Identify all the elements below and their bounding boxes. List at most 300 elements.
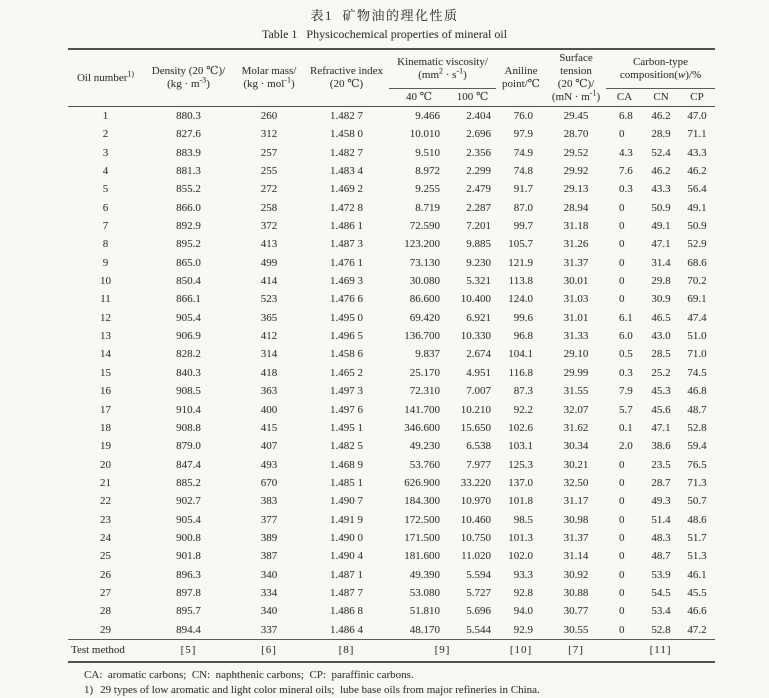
cell-viscosity-100: 7.007 bbox=[466, 385, 492, 398]
cell-molar-mass: 372 bbox=[260, 220, 278, 233]
table-title-english: Table 1 Physicochemical properties of mineral oil bbox=[261, 27, 508, 41]
cell-aniline-point: 87.3 bbox=[513, 385, 534, 398]
cell-ca: 0 bbox=[619, 550, 625, 563]
cell-viscosity-100: 2.674 bbox=[466, 348, 492, 361]
cell-cn: 30.9 bbox=[651, 293, 671, 306]
cell-molar-mass: 415 bbox=[260, 421, 278, 434]
cell-surface-tension: 28.70 bbox=[563, 128, 589, 141]
cell-viscosity-100: 10.330 bbox=[460, 330, 492, 343]
cell-cp: 46.2 bbox=[687, 165, 707, 178]
cell-aniline-point: 105.7 bbox=[508, 238, 534, 251]
table-row bbox=[68, 217, 715, 235]
cell-ca: 0 bbox=[619, 458, 625, 471]
cell-oil-number: 17 bbox=[100, 403, 111, 416]
col-header-aniline-point bbox=[496, 49, 546, 107]
cell-aniline-point: 101.8 bbox=[508, 495, 534, 508]
cell-cn: 51.4 bbox=[651, 513, 671, 526]
cell-cn: 45.6 bbox=[651, 403, 671, 416]
cell-aniline-point: 102.6 bbox=[508, 421, 534, 434]
cell-refractive-index: 1.482 7 bbox=[330, 110, 363, 122]
cell-oil-number: 27 bbox=[100, 586, 111, 599]
cell-aniline-point: 74.8 bbox=[513, 165, 534, 178]
surface-tension-label: Surface tension bbox=[559, 52, 593, 77]
cell-viscosity-100: 10.970 bbox=[460, 495, 492, 508]
cell-cn: 52.8 bbox=[651, 623, 671, 636]
cell-molar-mass: 258 bbox=[260, 201, 278, 214]
cell-viscosity-40: 10.010 bbox=[409, 128, 440, 141]
cell-surface-tension: 28.94 bbox=[563, 201, 589, 214]
cell-density: 895.7 bbox=[176, 605, 201, 618]
col-header-viscosity-100: 100 ℃ bbox=[449, 88, 496, 106]
cell-refractive-index: 1.483 4 bbox=[330, 165, 363, 178]
table-row bbox=[68, 107, 715, 126]
cell-molar-mass: 334 bbox=[260, 586, 278, 599]
cell-refractive-index: 1.458 6 bbox=[330, 348, 363, 361]
cell-cp: 46.8 bbox=[687, 385, 707, 398]
cell-cn: 45.3 bbox=[651, 385, 671, 398]
cell-refractive-index: 1.486 1 bbox=[330, 220, 363, 233]
cell-surface-tension: 31.18 bbox=[563, 220, 589, 233]
cell-surface-tension: 30.55 bbox=[563, 623, 589, 636]
cell-ca: 0 bbox=[619, 605, 625, 618]
cell-refractive-index: 1.490 0 bbox=[330, 531, 363, 544]
cell-ca: 0 bbox=[619, 531, 625, 544]
cell-cp: 50.9 bbox=[687, 220, 707, 233]
cell-surface-tension: 31.37 bbox=[563, 531, 589, 544]
cell-viscosity-100: 33.220 bbox=[460, 476, 492, 489]
table-row bbox=[68, 345, 715, 363]
cell-cp: 52.9 bbox=[687, 238, 707, 251]
molar-mass-label: Molar mass/ bbox=[241, 65, 297, 77]
cell-viscosity-100: 5.727 bbox=[466, 586, 492, 599]
cell-density: 892.9 bbox=[176, 220, 201, 233]
cell-molar-mass: 670 bbox=[260, 476, 278, 489]
cell-cp: 71.0 bbox=[687, 348, 707, 361]
cell-viscosity-40: 136.700 bbox=[404, 330, 440, 343]
cell-oil-number: 26 bbox=[100, 568, 111, 581]
cell-viscosity-100: 6.921 bbox=[466, 311, 492, 324]
cell-molar-mass: 414 bbox=[260, 275, 278, 288]
table-row bbox=[68, 511, 715, 529]
cell-cp: 46.6 bbox=[687, 605, 707, 618]
table-row bbox=[68, 290, 715, 308]
test-method-reference: [11] bbox=[606, 639, 715, 662]
cell-ca: 0 bbox=[619, 586, 625, 599]
cell-aniline-point: 137.0 bbox=[508, 476, 534, 489]
cell-cn: 38.6 bbox=[651, 440, 671, 453]
cell-viscosity-100: 11.020 bbox=[461, 550, 492, 563]
molar-mass-unit: (kg · mol$^{-1}$) bbox=[243, 75, 295, 90]
cell-oil-number: 25 bbox=[100, 550, 111, 563]
table-row bbox=[68, 199, 715, 217]
cell-viscosity-100: 10.750 bbox=[460, 531, 492, 544]
aniline-unit: point/℃ bbox=[502, 78, 540, 90]
header-row-groups bbox=[68, 49, 715, 88]
cell-cp: 43.3 bbox=[687, 146, 707, 159]
cell-refractive-index: 1.469 3 bbox=[330, 275, 363, 288]
cell-viscosity-40: 181.600 bbox=[404, 550, 440, 563]
table-row bbox=[68, 235, 715, 253]
cell-cp: 49.1 bbox=[687, 201, 707, 214]
cell-density: 850.4 bbox=[176, 275, 201, 288]
density-label: Density (20 ℃)/ bbox=[151, 65, 226, 77]
cell-cn: 47.1 bbox=[651, 421, 671, 434]
cell-oil-number: 13 bbox=[100, 330, 111, 343]
cell-aniline-point: 121.9 bbox=[508, 256, 534, 269]
cell-viscosity-40: 25.170 bbox=[409, 366, 440, 379]
cell-cp: 76.5 bbox=[687, 458, 707, 471]
cell-refractive-index: 1.486 4 bbox=[330, 623, 363, 636]
cell-cn: 50.9 bbox=[651, 201, 671, 214]
cell-viscosity-40: 626.900 bbox=[404, 476, 440, 489]
cell-aniline-point: 101.3 bbox=[508, 531, 534, 544]
cell-aniline-point: 113.8 bbox=[508, 275, 534, 288]
cell-viscosity-40: 86.600 bbox=[409, 293, 440, 306]
cell-viscosity-100: 4.951 bbox=[466, 366, 492, 379]
cell-surface-tension: 29.13 bbox=[563, 183, 589, 196]
col-header-density bbox=[143, 49, 234, 107]
cell-density: 827.6 bbox=[176, 128, 201, 141]
cell-ca: 2.0 bbox=[619, 440, 633, 453]
cell-molar-mass: 413 bbox=[260, 238, 278, 251]
cell-viscosity-100: 2.287 bbox=[466, 201, 492, 214]
cell-cp: 47.4 bbox=[687, 311, 707, 324]
cell-cp: 48.6 bbox=[687, 513, 707, 526]
col-header-kinematic-viscosity bbox=[389, 49, 496, 88]
cell-density: 895.2 bbox=[176, 238, 201, 251]
cell-density: 896.3 bbox=[176, 568, 201, 581]
cell-oil-number: 4 bbox=[102, 165, 109, 178]
cell-viscosity-100: 5.696 bbox=[466, 605, 492, 618]
table-footnotes bbox=[84, 668, 769, 698]
cell-surface-tension: 31.03 bbox=[563, 293, 589, 306]
cell-cp: 52.8 bbox=[687, 421, 707, 434]
cell-aniline-point: 125.3 bbox=[508, 458, 534, 471]
table-row bbox=[68, 162, 715, 180]
cell-density: 908.8 bbox=[176, 421, 201, 434]
cell-viscosity-40: 123.200 bbox=[404, 238, 440, 251]
cell-cn: 54.5 bbox=[651, 586, 671, 599]
cell-viscosity-40: 49.390 bbox=[409, 568, 440, 581]
table-row bbox=[68, 419, 715, 437]
table-row bbox=[68, 584, 715, 602]
cell-viscosity-100: 5.544 bbox=[466, 623, 492, 636]
cell-cp: 51.3 bbox=[687, 550, 707, 563]
table-row bbox=[68, 529, 715, 547]
cell-density: 879.0 bbox=[176, 440, 201, 453]
cell-aniline-point: 99.6 bbox=[513, 311, 534, 324]
cell-ca: 0 bbox=[619, 220, 625, 233]
cell-cp: 70.2 bbox=[687, 275, 707, 288]
table-row bbox=[68, 437, 715, 455]
cell-oil-number: 16 bbox=[100, 385, 111, 398]
cell-ca: 0 bbox=[619, 256, 625, 269]
cell-refractive-index: 1.487 1 bbox=[330, 568, 363, 581]
table-row bbox=[68, 272, 715, 290]
cell-oil-number: 22 bbox=[100, 495, 111, 508]
cell-oil-number: 24 bbox=[100, 531, 111, 544]
cell-viscosity-40: 8.972 bbox=[415, 165, 440, 178]
cell-oil-number: 5 bbox=[102, 183, 109, 196]
cell-density: 866.1 bbox=[176, 293, 201, 306]
cell-viscosity-100: 2.696 bbox=[466, 128, 492, 141]
table-row bbox=[68, 309, 715, 327]
cell-viscosity-40: 72.310 bbox=[409, 385, 440, 398]
cell-viscosity-40: 9.510 bbox=[415, 146, 440, 159]
note-text: 29 types of low aromatic and light color mineral oils; lube base oils from major refineries in China. bbox=[100, 683, 540, 696]
cell-aniline-point: 92.2 bbox=[513, 403, 534, 416]
table-title-chinese: 表1 矿物油的理化性质 bbox=[310, 8, 459, 23]
table-row bbox=[68, 602, 715, 620]
cell-cn: 43.0 bbox=[651, 330, 671, 343]
col-header-viscosity-40: 40 ℃ bbox=[389, 88, 449, 106]
cell-cp: 59.4 bbox=[687, 440, 707, 453]
cell-surface-tension: 31.33 bbox=[563, 330, 589, 343]
refractive-condition: (20 ℃) bbox=[329, 78, 364, 90]
cell-molar-mass: 400 bbox=[260, 403, 278, 416]
note-marker: 1) bbox=[84, 683, 94, 696]
cell-viscosity-40: 48.170 bbox=[409, 623, 440, 636]
table-row bbox=[68, 125, 715, 143]
test-method-reference: [8] bbox=[304, 639, 389, 662]
cell-molar-mass: 340 bbox=[260, 568, 278, 581]
col-header-ca: CA bbox=[606, 88, 643, 106]
cell-density: 901.8 bbox=[176, 550, 201, 563]
kinematic-label: Kinematic viscosity/ bbox=[397, 55, 488, 68]
cell-cn: 31.4 bbox=[651, 256, 671, 269]
cell-molar-mass: 407 bbox=[260, 440, 278, 453]
cell-oil-number: 2 bbox=[102, 128, 109, 141]
cell-density: 894.4 bbox=[176, 623, 201, 636]
cell-oil-number: 9 bbox=[102, 256, 109, 269]
cell-aniline-point: 91.7 bbox=[513, 183, 534, 196]
cell-viscosity-100: 2.479 bbox=[466, 183, 492, 196]
table-row bbox=[68, 621, 715, 640]
cell-viscosity-40: 30.080 bbox=[409, 275, 440, 288]
col-header-surface-tension bbox=[546, 49, 606, 107]
cell-ca: 0 bbox=[619, 476, 625, 489]
cell-viscosity-100: 2.404 bbox=[466, 110, 492, 122]
cell-molar-mass: 412 bbox=[260, 330, 278, 343]
cell-aniline-point: 116.8 bbox=[508, 366, 534, 379]
cell-viscosity-100: 10.210 bbox=[460, 403, 492, 416]
cell-molar-mass: 499 bbox=[260, 256, 278, 269]
cell-ca: 6.8 bbox=[619, 110, 633, 122]
cell-cp: 51.0 bbox=[687, 330, 707, 343]
cell-density: 880.3 bbox=[176, 110, 201, 122]
cell-refractive-index: 1.476 6 bbox=[330, 293, 363, 306]
cell-cn: 46.5 bbox=[651, 311, 671, 324]
table-row bbox=[68, 144, 715, 162]
cell-density: 905.4 bbox=[176, 513, 201, 526]
cell-refractive-index: 1.496 5 bbox=[330, 330, 363, 343]
cell-oil-number: 10 bbox=[100, 275, 111, 288]
cell-ca: 0 bbox=[619, 293, 625, 306]
carbon-composition-label: composition(w)/% bbox=[619, 68, 702, 81]
cell-ca: 4.3 bbox=[619, 146, 633, 159]
cell-cn: 46.2 bbox=[651, 165, 671, 178]
cell-oil-number: 3 bbox=[102, 146, 109, 159]
cell-viscosity-40: 72.590 bbox=[409, 220, 440, 233]
cell-molar-mass: 389 bbox=[260, 531, 278, 544]
cell-molar-mass: 255 bbox=[260, 165, 278, 178]
cell-molar-mass: 363 bbox=[260, 385, 278, 398]
cell-refractive-index: 1.490 4 bbox=[330, 550, 363, 563]
table-header bbox=[68, 49, 715, 107]
cell-aniline-point: 104.1 bbox=[508, 348, 534, 361]
cell-surface-tension: 31.55 bbox=[563, 385, 589, 398]
cell-viscosity-40: 49.230 bbox=[409, 440, 440, 453]
cell-cp: 68.6 bbox=[687, 256, 707, 269]
cell-refractive-index: 1.487 3 bbox=[330, 238, 363, 251]
cell-aniline-point: 103.1 bbox=[508, 440, 534, 453]
cell-cp: 71.1 bbox=[687, 128, 707, 141]
cell-refractive-index: 1.490 7 bbox=[330, 495, 363, 508]
cell-density: 908.5 bbox=[176, 385, 201, 398]
cell-density: 897.8 bbox=[176, 586, 201, 599]
cell-density: 902.7 bbox=[176, 495, 201, 508]
cell-viscosity-40: 346.600 bbox=[404, 421, 440, 434]
cell-density: 855.2 bbox=[176, 183, 201, 196]
carbon-type-label: Carbon-type bbox=[633, 55, 689, 68]
cell-ca: 0 bbox=[619, 238, 625, 251]
cell-cp: 48.7 bbox=[687, 403, 707, 416]
cell-cn: 52.4 bbox=[651, 146, 671, 159]
cell-cn: 29.8 bbox=[651, 275, 671, 288]
cell-cn: 46.2 bbox=[651, 110, 671, 122]
table-row bbox=[68, 474, 715, 492]
cell-viscosity-100: 9.885 bbox=[466, 238, 492, 251]
aniline-label: Aniline bbox=[504, 65, 538, 77]
cell-oil-number: 11 bbox=[100, 293, 111, 306]
cell-viscosity-100: 5.321 bbox=[466, 275, 492, 288]
col-header-cp: CP bbox=[679, 88, 715, 106]
sample-description-note bbox=[84, 683, 769, 698]
cell-ca: 0.3 bbox=[619, 366, 633, 379]
cell-molar-mass: 272 bbox=[260, 183, 278, 196]
cell-refractive-index: 1.497 6 bbox=[330, 403, 363, 416]
cell-cp: 51.7 bbox=[687, 531, 707, 544]
cell-surface-tension: 32.07 bbox=[563, 403, 589, 416]
test-method-reference: [5] bbox=[143, 639, 234, 662]
cell-surface-tension: 31.17 bbox=[563, 495, 589, 508]
cell-cp: 46.1 bbox=[687, 568, 707, 581]
cell-ca: 7.9 bbox=[619, 385, 633, 398]
cell-density: 881.3 bbox=[176, 165, 201, 178]
cell-oil-number: 15 bbox=[100, 366, 111, 379]
cell-cp: 47.0 bbox=[687, 110, 707, 122]
cell-surface-tension: 29.45 bbox=[563, 110, 589, 122]
cell-density: 847.4 bbox=[176, 458, 201, 471]
cell-surface-tension: 30.88 bbox=[563, 586, 589, 599]
cell-ca: 6.1 bbox=[619, 311, 633, 324]
density-unit: $(kg \cdot m^{-3})$ bbox=[167, 75, 210, 90]
cell-density: 885.2 bbox=[176, 476, 201, 489]
cell-ca: 0 bbox=[619, 623, 625, 636]
cell-aniline-point: 96.8 bbox=[513, 330, 534, 343]
cell-cn: 48.7 bbox=[651, 550, 671, 563]
cell-cn: 23.5 bbox=[651, 458, 671, 471]
cell-surface-tension: 31.14 bbox=[563, 550, 589, 563]
cell-refractive-index: 1.482 5 bbox=[330, 440, 363, 453]
cell-refractive-index: 1.469 2 bbox=[330, 183, 363, 196]
cell-surface-tension: 30.34 bbox=[563, 440, 589, 453]
cell-cn: 25.2 bbox=[651, 366, 671, 379]
cell-refractive-index: 1.482 7 bbox=[330, 146, 363, 159]
cell-viscosity-40: 184.300 bbox=[404, 495, 440, 508]
abbreviation-note: CA: aromatic carbons; CN: naphthenic carbons; CP: paraffinic carbons. bbox=[84, 668, 414, 681]
cell-aniline-point: 93.3 bbox=[513, 568, 534, 581]
cell-ca: 0.3 bbox=[619, 183, 633, 196]
cell-cn: 53.4 bbox=[651, 605, 671, 618]
table-row bbox=[68, 401, 715, 419]
cell-molar-mass: 377 bbox=[260, 513, 278, 526]
cell-aniline-point: 87.0 bbox=[513, 201, 534, 214]
cell-molar-mass: 340 bbox=[260, 605, 278, 618]
cell-ca: 0 bbox=[619, 495, 625, 508]
test-method-reference: [6] bbox=[234, 639, 304, 662]
col-header-cn: CN bbox=[643, 88, 679, 106]
cell-molar-mass: 257 bbox=[260, 146, 278, 159]
cell-density: 840.3 bbox=[176, 366, 201, 379]
cell-viscosity-100: 6.538 bbox=[466, 440, 492, 453]
cell-molar-mass: 523 bbox=[260, 293, 278, 306]
cell-ca: 0.1 bbox=[619, 421, 633, 434]
col-header-oil-number bbox=[68, 49, 143, 107]
cell-surface-tension: 29.92 bbox=[563, 165, 589, 178]
cell-surface-tension: 29.52 bbox=[563, 146, 589, 159]
cell-viscosity-100: 9.230 bbox=[466, 256, 492, 269]
cell-cn: 47.1 bbox=[651, 238, 671, 251]
cell-surface-tension: 31.26 bbox=[563, 238, 589, 251]
cell-oil-number: 29 bbox=[100, 623, 111, 636]
test-method-row bbox=[68, 639, 715, 662]
cell-surface-tension: 30.01 bbox=[563, 275, 589, 288]
cell-surface-tension: 30.21 bbox=[563, 458, 589, 471]
cell-ca: 0.5 bbox=[619, 348, 633, 361]
cell-aniline-point: 97.9 bbox=[513, 128, 534, 141]
cell-oil-number: 1 bbox=[102, 110, 109, 122]
cell-viscosity-40: 9.255 bbox=[415, 183, 440, 196]
cell-viscosity-100: 10.400 bbox=[460, 293, 492, 306]
cell-cp: 56.4 bbox=[687, 183, 707, 196]
cell-viscosity-100: 2.356 bbox=[466, 146, 492, 159]
properties-table-wrapper bbox=[68, 48, 715, 663]
cell-oil-number: 12 bbox=[100, 311, 111, 324]
cell-density: 906.9 bbox=[176, 330, 201, 343]
cell-surface-tension: 31.37 bbox=[563, 256, 589, 269]
cell-viscosity-100: 7.201 bbox=[466, 220, 492, 233]
cell-oil-number: 8 bbox=[102, 238, 109, 251]
col-header-molar-mass bbox=[234, 49, 304, 107]
cell-molar-mass: 383 bbox=[260, 495, 278, 508]
cell-viscosity-40: 53.760 bbox=[409, 458, 440, 471]
cell-surface-tension: 29.99 bbox=[563, 366, 589, 379]
cell-viscosity-40: 69.420 bbox=[409, 311, 440, 324]
cell-surface-tension: 30.77 bbox=[563, 605, 589, 618]
cell-density: 865.0 bbox=[176, 256, 201, 269]
cell-oil-number: 18 bbox=[100, 421, 111, 434]
cell-viscosity-40: 73.130 bbox=[409, 256, 440, 269]
table-row bbox=[68, 566, 715, 584]
footnote-ref-superscript: 1) bbox=[127, 68, 135, 78]
col-header-refractive-index bbox=[304, 49, 389, 107]
kinematic-unit: $(mm^2 \cdot s^{-1})$ bbox=[418, 66, 467, 81]
cell-ca: 0 bbox=[619, 513, 625, 526]
cell-ca: 0 bbox=[619, 568, 625, 581]
cell-cp: 47.2 bbox=[687, 623, 707, 636]
oil-number-label: Oil number bbox=[76, 71, 128, 84]
